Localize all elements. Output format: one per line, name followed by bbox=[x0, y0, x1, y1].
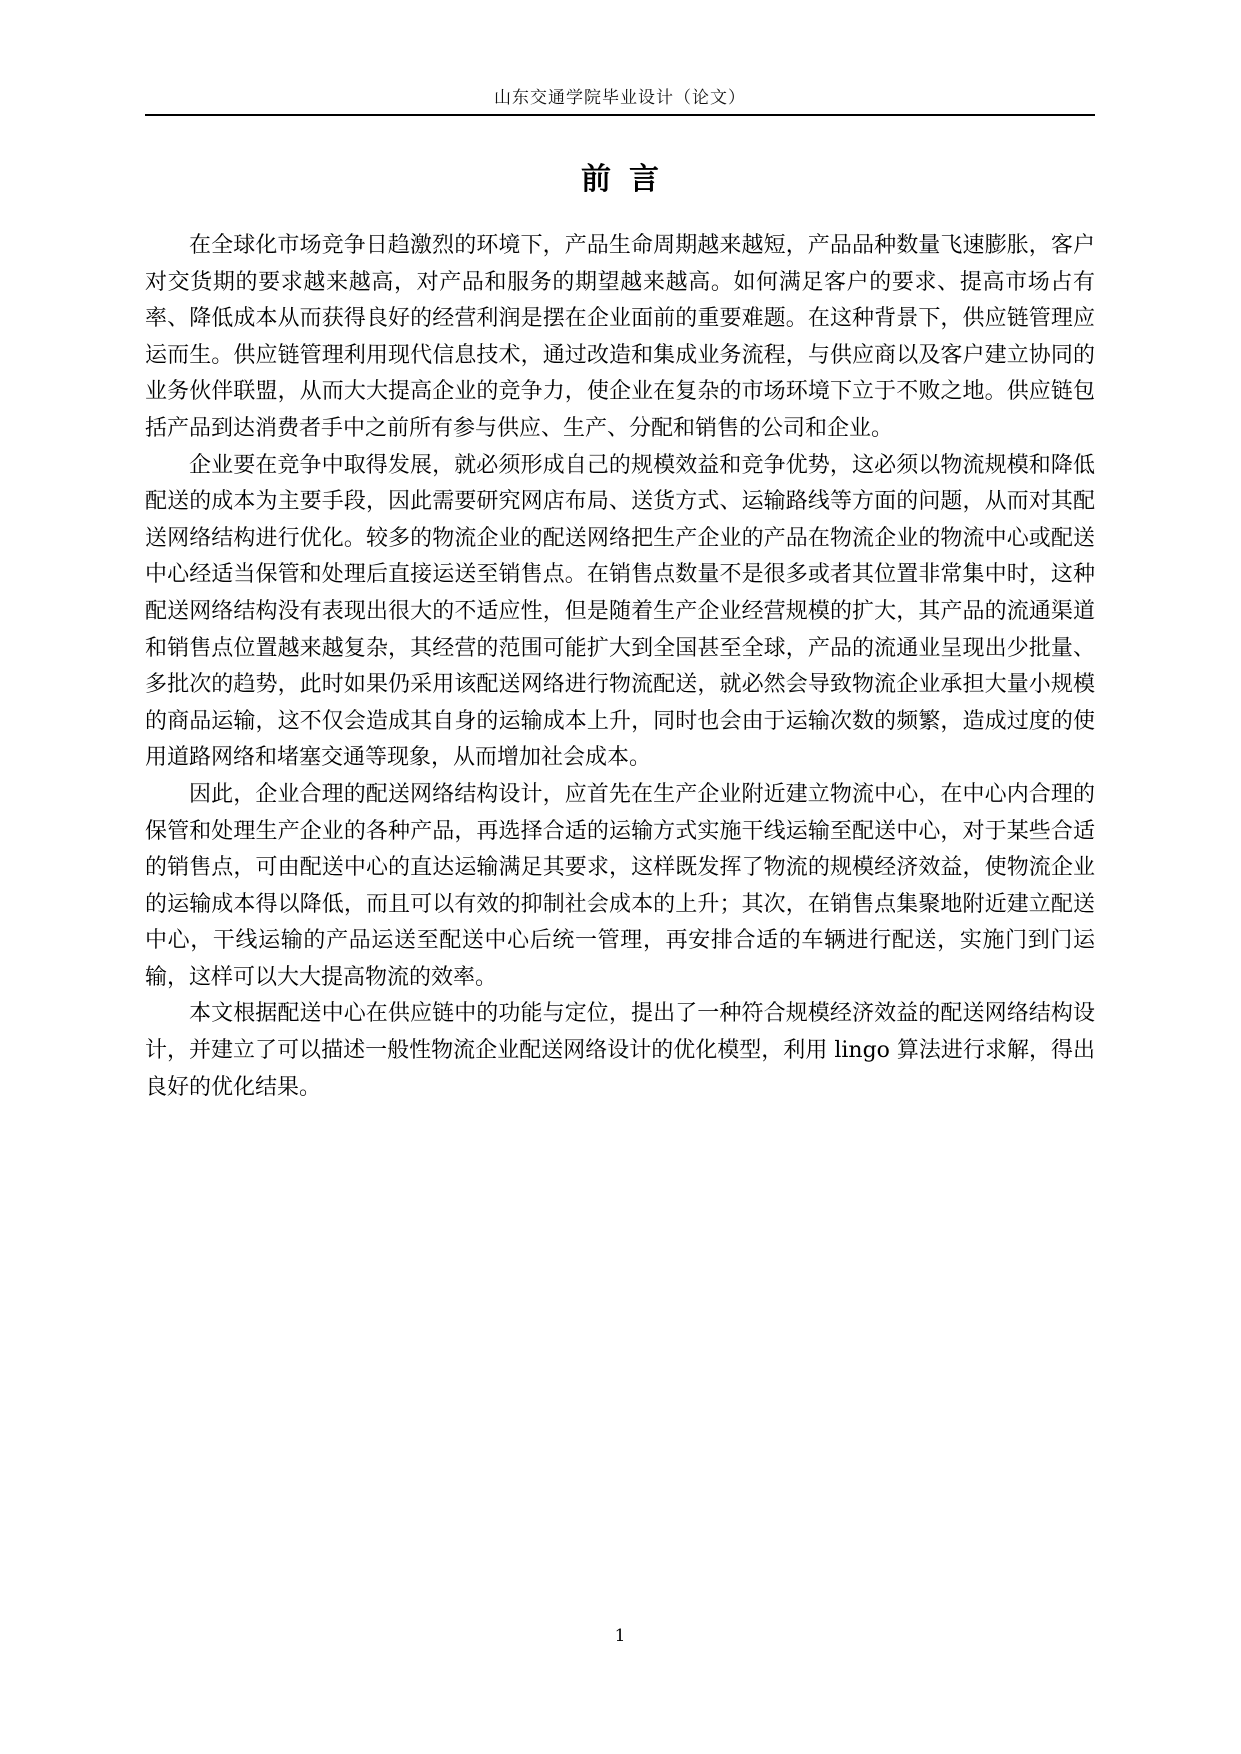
page-number: 1 bbox=[614, 1626, 626, 1646]
header-rule bbox=[145, 114, 1095, 116]
paragraph: 在全球化市场竞争日趋激烈的环境下，产品生命周期越来越短，产品品种数量飞速膨胀，客户对交货期的要求越来越高，对产品和服务的期望越来越高。如何满足客户的要求、提高市场占有率、降低成本从而获得良好的经营利润是摆在企业面前的重要难题。在这种背景下，供应链管理应运而生。供应链管理利用现代信息技术，通过改造和集成业务流程，与供应商以及客户建立协同的业务伙伴联盟，从而大大提高企业的竞争力，使企业在复杂的市场环境下立于不败之地。供应链包括产品到达消费者手中之前所有参与供应、生产、分配和销售的公司和企业。 bbox=[145, 233, 1095, 441]
body-text bbox=[145, 228, 1095, 1106]
running-header: 山东交通学院毕业设计（论文） bbox=[494, 88, 746, 108]
paragraph: 企业要在竞争中取得发展，就必须形成自己的规模效益和竞争优势，这必须以物流规模和降低配送的成本为主要手段，因此需要研究网店布局、送货方式、运输路线等方面的问题，从而对其配送网络结构进行优化。较多的物流企业的配送网络把生产企业的产品在物流企业的物流中心或配送中心经适当保管和处理后直接运送至销售点。在销售点数量不是很多或者其位置非常集中时，这种配送网络结构没有表现出很大的不适应性，但是随着生产企业经营规模的扩大，其产品的流通渠道和销售点位置越来越复杂，其经营的范围可能扩大到全国甚至全球，产品的流通业呈现出少批量、多批次的趋势，此时如果仍采用该配送网络进行物流配送，就必然会导致物流企业承担大量小规模的商品运输，这不仅会造成其自身的运输成本上升，同时也会由于运输次数的频繁，造成过度的使用道路网络和堵塞交通等现象，从而增加社会成本。 bbox=[145, 452, 1095, 771]
paragraph: 因此，企业合理的配送网络结构设计，应首先在生产企业附近建立物流中心，在中心内合理的保管和处理生产企业的各种产品，再选择合适的运输方式实施干线运输至配送中心，对于某些合适的销售点，可由配送中心的直达运输满足其要求，这样既发挥了物流的规模经济效益，使物流企业的运输成本得以降低，而且可以有效的抑制社会成本的上升；其次，在销售点集聚地附近建立配送中心，干线运输的产品运送至配送中心后统一管理，再安排合适的车辆进行配送，实施门到门运输，这样可以大大提高物流的效率。 bbox=[145, 781, 1095, 990]
page-title: 前言 bbox=[581, 162, 677, 197]
paragraph: 本文根据配送中心在供应链中的功能与定位，提出了一种符合规模经济效益的配送网络结构设计，并建立了可以描述一般性物流企业配送网络设计的优化模型，利用 lingo 算法进行求解，得出良好的优化结果。 bbox=[145, 1001, 1095, 1100]
